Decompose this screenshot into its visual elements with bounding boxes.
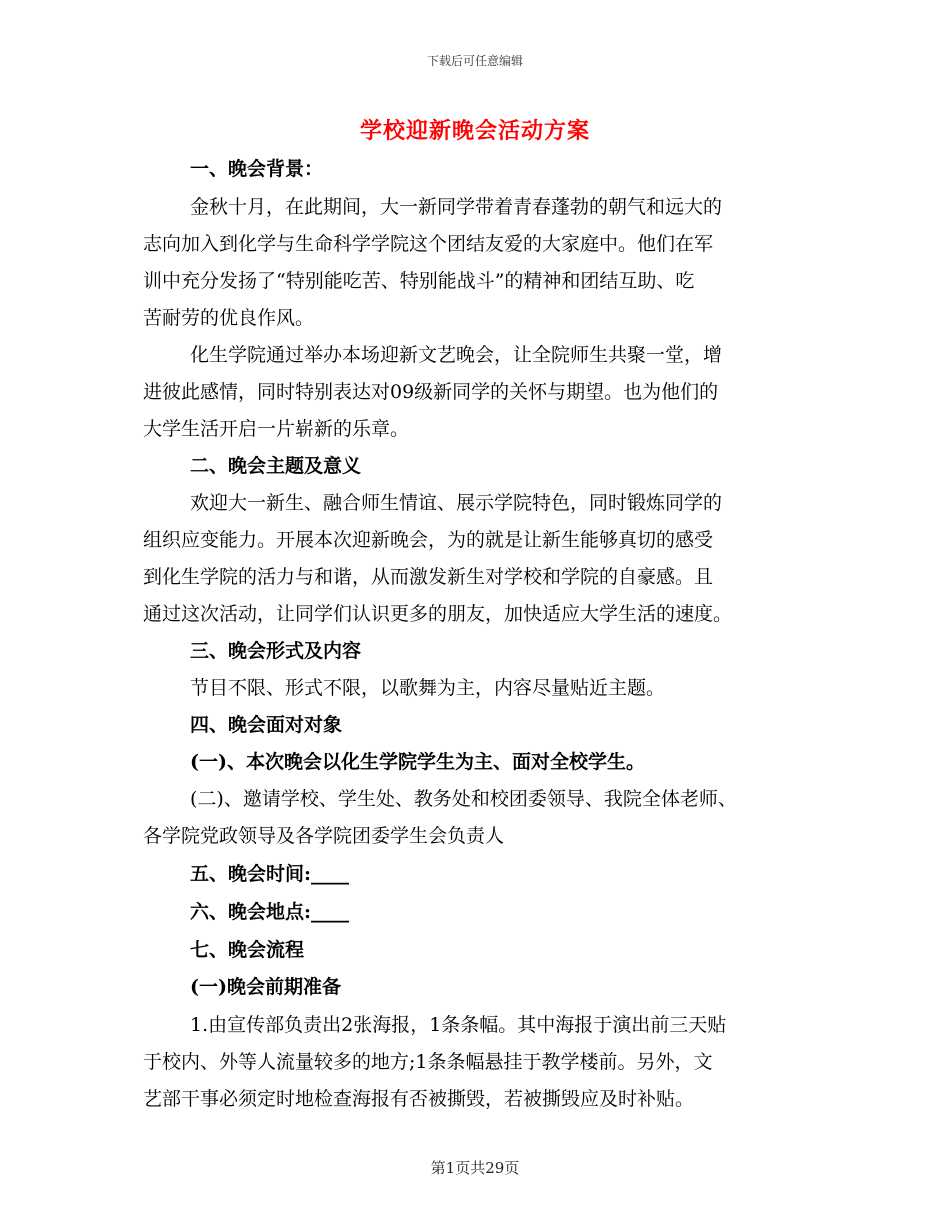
- audience-item-1: (一)、本次晚会以化生学院学生为主、面对全校学生。: [190, 751, 645, 773]
- paragraph-line: 志向加入到化学与生命科学学院这个团结友爱的大家庭中。他们在军: [143, 233, 714, 255]
- paragraph-line: 通过这次活动，让同学们认识更多的朋友，加快适应大学生活的速度。: [143, 603, 733, 625]
- section-heading-venue: 六、晚会地点:____: [190, 901, 350, 923]
- paragraph-line: 进彼此感情，同时特别表达对09级新同学的关怀与期望。也为他们的: [143, 381, 719, 403]
- section-heading-background: 一、晚会背景：: [190, 158, 324, 180]
- paragraph-line: 节目不限、形式不限，以歌舞为主，内容尽量贴近主题。: [190, 677, 666, 699]
- subsection-heading-preparation: (一)晚会前期准备: [190, 976, 341, 998]
- section-heading-audience: 四、晚会面对对象: [190, 714, 343, 736]
- paragraph-line: 金秋十月，在此期间，大一新同学带着青春蓬勃的朝气和远大的: [190, 196, 723, 218]
- paragraph-line: 欢迎大一新生、融合师生情谊、展示学院特色，同时锻炼同学的: [190, 492, 723, 514]
- section-heading-process: 七、晚会流程: [190, 939, 305, 961]
- page-footer: 第1页共29页: [430, 1159, 520, 1177]
- paragraph-line: 于校内、外等人流量较多的地方;1条条幅悬挂于教学楼前。另外，文: [143, 1051, 713, 1073]
- section-heading-format: 三、晚会形式及内容: [190, 640, 362, 662]
- paragraph-line: 大学生活开启一片崭新的乐章。: [143, 418, 410, 440]
- paragraph-line: 艺部干事必须定时地检查海报有否被撕毁，若被撕毁应及时补贴。: [143, 1088, 695, 1110]
- paragraph-line: 组织应变能力。开展本次迎新晚会，为的就是让新生能够真切的感受: [143, 529, 714, 551]
- paragraph-line: 苦耐劳的优良作风。: [143, 307, 315, 329]
- document-title: 学校迎新晚会活动方案: [359, 118, 590, 144]
- paragraph-line: 到化生学院的活力与和谐，从而激发新生对学校和学院的自豪感。且: [143, 566, 714, 588]
- page-header: 下载后可任意编辑: [426, 54, 523, 68]
- section-heading-time: 五、晚会时间:____: [190, 863, 350, 885]
- paragraph-line: 训中充分发扬了“特别能吃苦、特别能战斗”的精神和团结互助、吃: [143, 270, 695, 292]
- paragraph-line: 1.由宣传部负责出2张海报，1条条幅。其中海报于演出前三天贴: [190, 1014, 727, 1036]
- audience-item-2: (二)、邀请学校、学生处、教务处和校团委领导、我院全体老师、: [190, 788, 737, 810]
- paragraph-line: 化生学院通过举办本场迎新文艺晚会，让全院师生共聚一堂，增: [190, 344, 723, 366]
- paragraph-line: 各学院党政领导及各学院团委学生会负责人: [143, 825, 505, 847]
- section-heading-theme: 二、晚会主题及意义: [190, 455, 362, 477]
